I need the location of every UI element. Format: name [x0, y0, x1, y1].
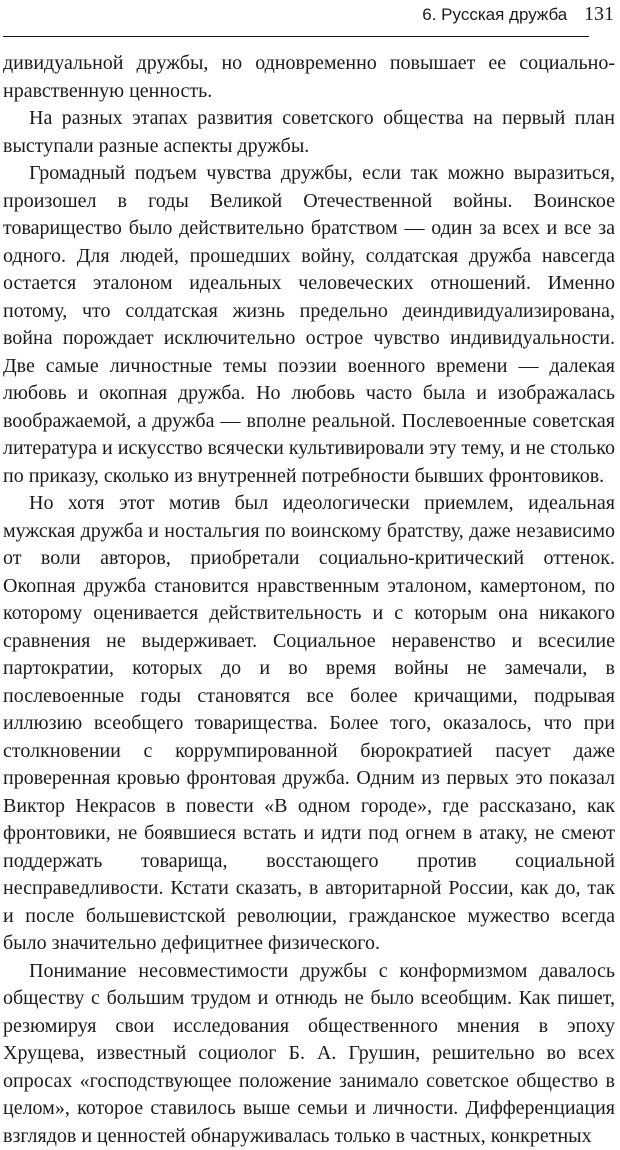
- paragraph: На разных этапах развития советского общества на первый план выступали разные аспекты дружбы.: [3, 105, 615, 160]
- body-text: [3, 50, 615, 1150]
- running-head: [422, 2, 614, 27]
- paragraph-continuation: дивидуальной дружбы, но одновременно повышает ее социально-нравственную ценность.: [3, 50, 615, 105]
- page-number: 131: [584, 3, 614, 25]
- paragraph: Громадный подъем чувства дружбы, если так можно выразиться, произошел в годы Великой Отечественной войны. Воинское товарищество было действительно братством — один за всех и все за одного. Для людей, прошедших войну, солдатская дружба навсегда остается эталоном идеальных человеческих отношений. Именно потому, что солдатская жизнь предельно деиндивидуализирована, война порождает исключительно острое чувство индивидуальности. Две самые личностные темы поэзии военного времени — далекая любовь и окопная дружба. Но любовь часто была и изображалась воображаемой, а дружба — вполне реальной. Послевоенные советская литература и искусство всячески культивировали эту тему, и не столько по приказу, сколько из внутренней потребности бывших фронтовиков.: [3, 160, 615, 490]
- paragraph: Понимание несовместимости дружбы с конформизмом давалось обществу с большим трудом и отнюдь не было всеобщим. Как пишет, резюмируя свои исследования общественного мнения в эпоху Хрущева, известный социолог Б. А. Грушин, решительно во всех опросах «господствующее положение занимало советское общество в целом», которое ставилось выше семьи и личности. Дифференциация взглядов и ценностей обнаруживалась только в частных, конкретных: [3, 958, 615, 1150]
- header-rule: [3, 36, 589, 37]
- paragraph: Но хотя этот мотив был идеологически приемлем, идеальная мужская дружба и ностальгия по воинскому братству, даже независимо от воли авторов, приобретали социально-критический оттенок. Окопная дружба становится нравственным эталоном, камертоном, по которому оценивается действительность и с которым она никакого сравнения не выдерживает. Социальное неравенство и всесилие партократии, которых до и во время войны не замечали, в послевоенные годы становятся все более кричащими, подрывая иллюзию всеобщего товарищества. Более того, оказалось, что при столкновении с коррумпированной бюрократией пасует даже проверенная кровью фронтовая дружба. Одним из первых это показал Виктор Некрасов в повести «В одном городе», где рассказано, как фронтовики, не боявшиеся встать и идти под огнем в атаку, не смеют поддержать товарища, восстающего против социальной несправедливости. Кстати сказать, в авторитарной России, как до, так и после большевистской революции, гражданское мужество всегда было значительно дефицитнее физического.: [3, 490, 615, 958]
- chapter-title: 6. Русская дружба: [422, 5, 567, 24]
